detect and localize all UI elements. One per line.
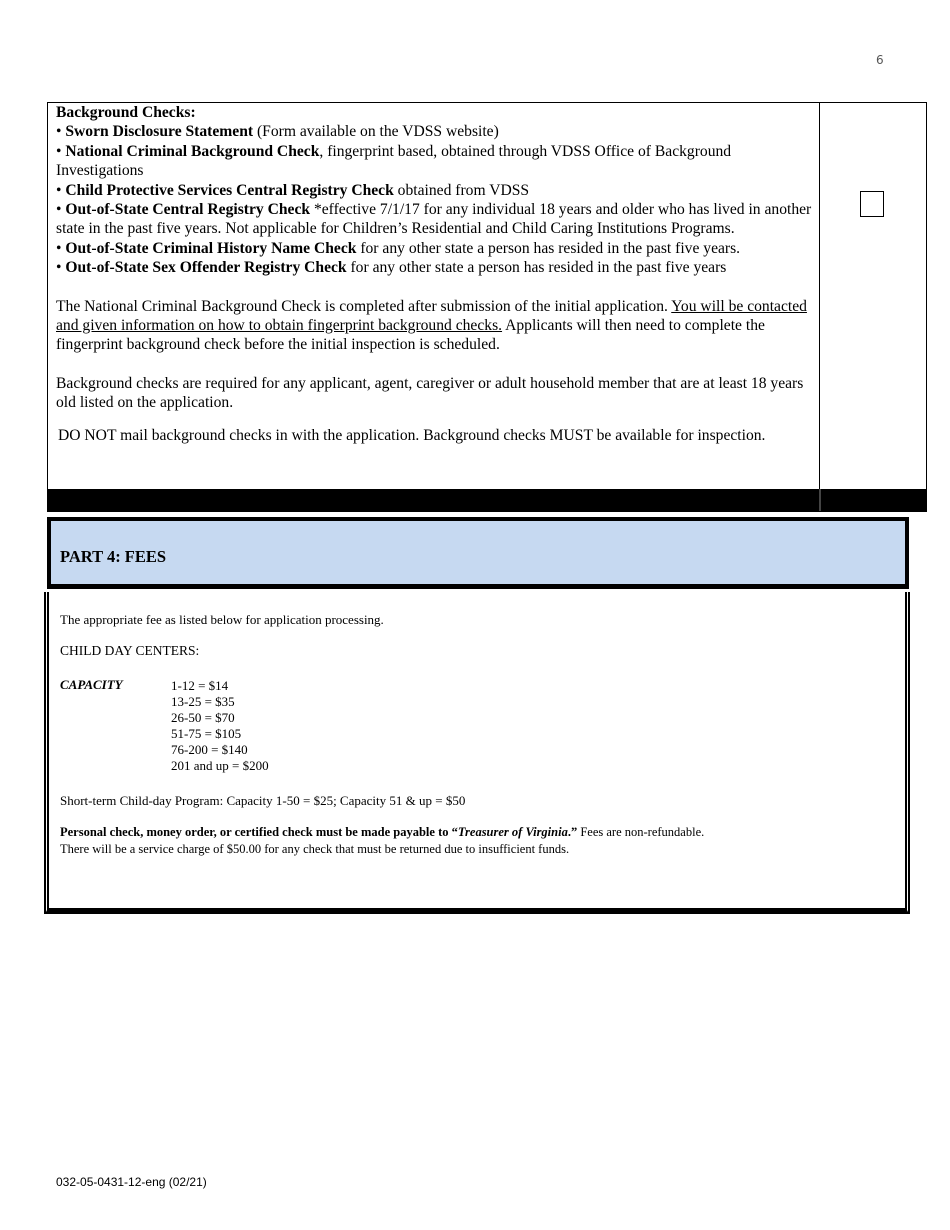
- check-description: , fingerprint based, obtained through VDSS Office of Background Investigations: [56, 142, 732, 180]
- age-requirement-paragraph: Background checks are required for any applicant, agent, caregiver or adult household member that are at least 18 years old listed on the application.: [56, 374, 804, 412]
- payment-instructions: Personal check, money order, or certified check must be made payable to “Treasurer of Virginia.” Fees are non-refundable.: [60, 825, 705, 839]
- check-description: *effective 7/1/17 for any individual 18 years and older who has lived in another state in the past five years. Not applicable for Children’s Residential and Child Caring Institutions Programs.: [56, 201, 812, 238]
- background-check-item: [56, 239, 819, 258]
- background-checks-checkbox[interactable]: [860, 191, 884, 217]
- do-not-mail-paragraph: DO NOT mail background checks in with the application. Background checks MUST be available for inspection.: [58, 426, 766, 444]
- check-description: for any other state a person has resided in the past five years: [346, 259, 727, 277]
- form-code: 032-05-0431-12-eng (02/21): [56, 1175, 207, 1189]
- background-checks-content: [48, 103, 820, 489]
- fingerprint-contact-note: You will be contacted and given information on how to obtain fingerprint background checks.: [56, 297, 807, 335]
- service-charge-note: There will be a service charge of $50.00 for any check that must be returned due to insufficient funds.: [60, 842, 570, 856]
- check-description: for any other state a person has resided in the past five years.: [356, 239, 741, 257]
- part4-header: [47, 517, 909, 589]
- check-name: Child Protective Services Central Registry Check: [65, 181, 394, 199]
- short-term-fee: Short-term Child-day Program: Capacity 1-50 = $25; Capacity 51 & up = $50: [60, 793, 466, 808]
- check-description: (Form available on the VDSS website): [253, 123, 499, 141]
- background-check-item: [56, 258, 819, 277]
- child-day-centers-label: CHILD DAY CENTERS:: [60, 643, 200, 658]
- background-checks-list: [56, 122, 819, 277]
- capacity-fee-row: 51-75 = $105: [171, 726, 242, 741]
- capacity-fee-row: 13-25 = $35: [171, 694, 235, 709]
- bullet: •: [56, 259, 62, 277]
- capacity-fee-list: [171, 678, 269, 774]
- background-checks-heading: Background Checks:: [56, 104, 196, 121]
- capacity-fee-row: 1-12 = $14: [171, 678, 229, 693]
- page-number: 6: [876, 53, 884, 67]
- check-name: Out-of-State Sex Offender Registry Check: [65, 259, 347, 277]
- fees-intro: The appropriate fee as listed below for application processing.: [60, 612, 384, 627]
- background-check-item: [56, 181, 819, 200]
- bullet: •: [56, 201, 62, 219]
- capacity-fee-row: 26-50 = $70: [171, 710, 235, 725]
- background-check-item: [56, 200, 819, 239]
- table-divider-bar: [48, 489, 926, 511]
- bullet: •: [56, 181, 62, 199]
- bullet: •: [56, 239, 62, 257]
- capacity-fee-row: 76-200 = $140: [171, 742, 248, 757]
- capacity-label: CAPACITY: [60, 677, 123, 692]
- part4-title: PART 4: FEES: [60, 547, 167, 566]
- check-name: Out-of-State Criminal History Name Check: [65, 239, 357, 257]
- checkbox-column: [820, 103, 926, 489]
- capacity-fee-row: 201 and up = $200: [171, 758, 269, 773]
- check-name: Sworn Disclosure Statement: [65, 123, 254, 141]
- check-description: obtained from VDSS: [393, 181, 530, 199]
- bullet: •: [56, 123, 62, 141]
- background-check-item: [56, 122, 819, 141]
- fees-section: [44, 592, 910, 914]
- background-check-item: [56, 142, 819, 181]
- background-checks-table: [47, 102, 927, 512]
- check-name: National Criminal Background Check: [65, 142, 320, 160]
- fingerprint-paragraph: The National Criminal Background Check is completed after submission of the initial application. You will be contacted and given information on how to obtain fingerprint background checks. Applicants will then need to complete the fingerprint background check before the initial inspection is scheduled.: [56, 297, 807, 354]
- check-name: Out-of-State Central Registry Check: [65, 201, 311, 219]
- bullet: •: [56, 142, 62, 160]
